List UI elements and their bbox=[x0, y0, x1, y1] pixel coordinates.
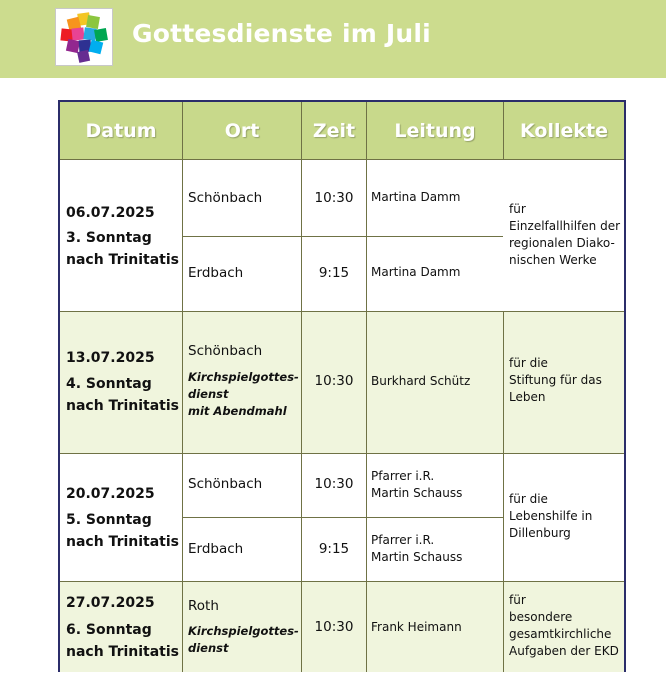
cross-logo-icon bbox=[55, 8, 113, 66]
page-title: Gottesdienste im Juli bbox=[132, 19, 431, 48]
collection-line: für die bbox=[509, 356, 548, 370]
leader-cell: Martin Schauss bbox=[371, 486, 463, 500]
place-cell: Schönbach bbox=[188, 476, 263, 492]
row-divider bbox=[60, 159, 624, 160]
column-divider bbox=[182, 102, 183, 672]
service-note: Kirchspielgottes- bbox=[188, 624, 299, 638]
collection-line: Dillenburg bbox=[509, 526, 571, 540]
collection-line: Leben bbox=[509, 390, 546, 404]
place-cell: Schönbach bbox=[188, 190, 263, 206]
time-cell: 9:15 bbox=[318, 541, 350, 557]
service-note: dienst bbox=[188, 387, 229, 401]
schedule-table bbox=[58, 100, 626, 672]
place-cell: Erdbach bbox=[188, 541, 244, 557]
collection-line: besondere bbox=[509, 610, 573, 624]
leader-cell: Burkhard Schütz bbox=[371, 374, 471, 388]
column-divider bbox=[366, 102, 367, 672]
collection-line: nischen Werke bbox=[509, 253, 597, 267]
column-header-datum: Datum bbox=[60, 102, 182, 159]
row-divider bbox=[60, 581, 624, 582]
place-cell: Roth bbox=[188, 598, 219, 614]
place-cell: Schönbach bbox=[188, 343, 263, 359]
leader-cell: Martina Damm bbox=[371, 265, 461, 279]
collection-line: Aufgaben der EKD bbox=[509, 644, 619, 658]
logo-graphic bbox=[56, 9, 112, 65]
sunday-label: nach Trinitatis bbox=[66, 252, 179, 268]
row-divider bbox=[182, 517, 503, 518]
column-header-zeit: Zeit bbox=[302, 102, 366, 159]
service-note: dienst bbox=[188, 641, 229, 655]
sunday-label: nach Trinitatis bbox=[66, 398, 179, 414]
row-divider bbox=[60, 453, 624, 454]
column-divider bbox=[503, 311, 504, 672]
column-divider bbox=[503, 102, 504, 159]
date-cell: 27.07.2025 bbox=[66, 595, 155, 611]
time-cell: 10:30 bbox=[314, 190, 354, 206]
collection-line: für die bbox=[509, 492, 548, 506]
collection-line: regionalen Diako- bbox=[509, 236, 615, 250]
date-cell: 20.07.2025 bbox=[66, 486, 155, 502]
time-cell: 10:30 bbox=[314, 476, 354, 492]
leader-cell: Martin Schauss bbox=[371, 550, 463, 564]
collection-line: Lebenshilfe in bbox=[509, 509, 593, 523]
top-banner bbox=[0, 0, 666, 78]
leader-cell: Pfarrer i.R. bbox=[371, 469, 435, 483]
leader-cell: Frank Heimann bbox=[371, 620, 462, 634]
service-note: mit Abendmahl bbox=[188, 404, 287, 418]
service-note: Kirchspielgottes- bbox=[188, 370, 299, 384]
sunday-label: 5. Sonntag bbox=[66, 512, 152, 528]
column-header-kollekte: Kollekte bbox=[504, 102, 624, 159]
leader-cell: Martina Damm bbox=[371, 190, 461, 204]
column-header-leitung: Leitung bbox=[367, 102, 503, 159]
time-cell: 10:30 bbox=[314, 373, 354, 389]
date-cell: 13.07.2025 bbox=[66, 350, 155, 366]
date-cell: 06.07.2025 bbox=[66, 205, 155, 221]
row-divider bbox=[60, 311, 624, 312]
leader-cell: Pfarrer i.R. bbox=[371, 533, 435, 547]
sunday-label: nach Trinitatis bbox=[66, 644, 179, 660]
place-cell: Erdbach bbox=[188, 265, 244, 281]
collection-line: Einzelfallhilfen der bbox=[509, 219, 621, 233]
sunday-label: 6. Sonntag bbox=[66, 622, 152, 638]
time-cell: 10:30 bbox=[314, 619, 354, 635]
row-divider bbox=[182, 236, 503, 237]
sunday-label: nach Trinitatis bbox=[66, 534, 179, 550]
time-cell: 9:15 bbox=[318, 265, 350, 281]
collection-line: für bbox=[509, 593, 526, 607]
sunday-label: 3. Sonntag bbox=[66, 230, 152, 246]
sunday-label: 4. Sonntag bbox=[66, 376, 152, 392]
collection-line: Stiftung für das bbox=[509, 373, 602, 387]
collection-line: für bbox=[509, 202, 526, 216]
collection-line: gesamtkirchliche bbox=[509, 627, 612, 641]
column-header-ort: Ort bbox=[183, 102, 301, 159]
